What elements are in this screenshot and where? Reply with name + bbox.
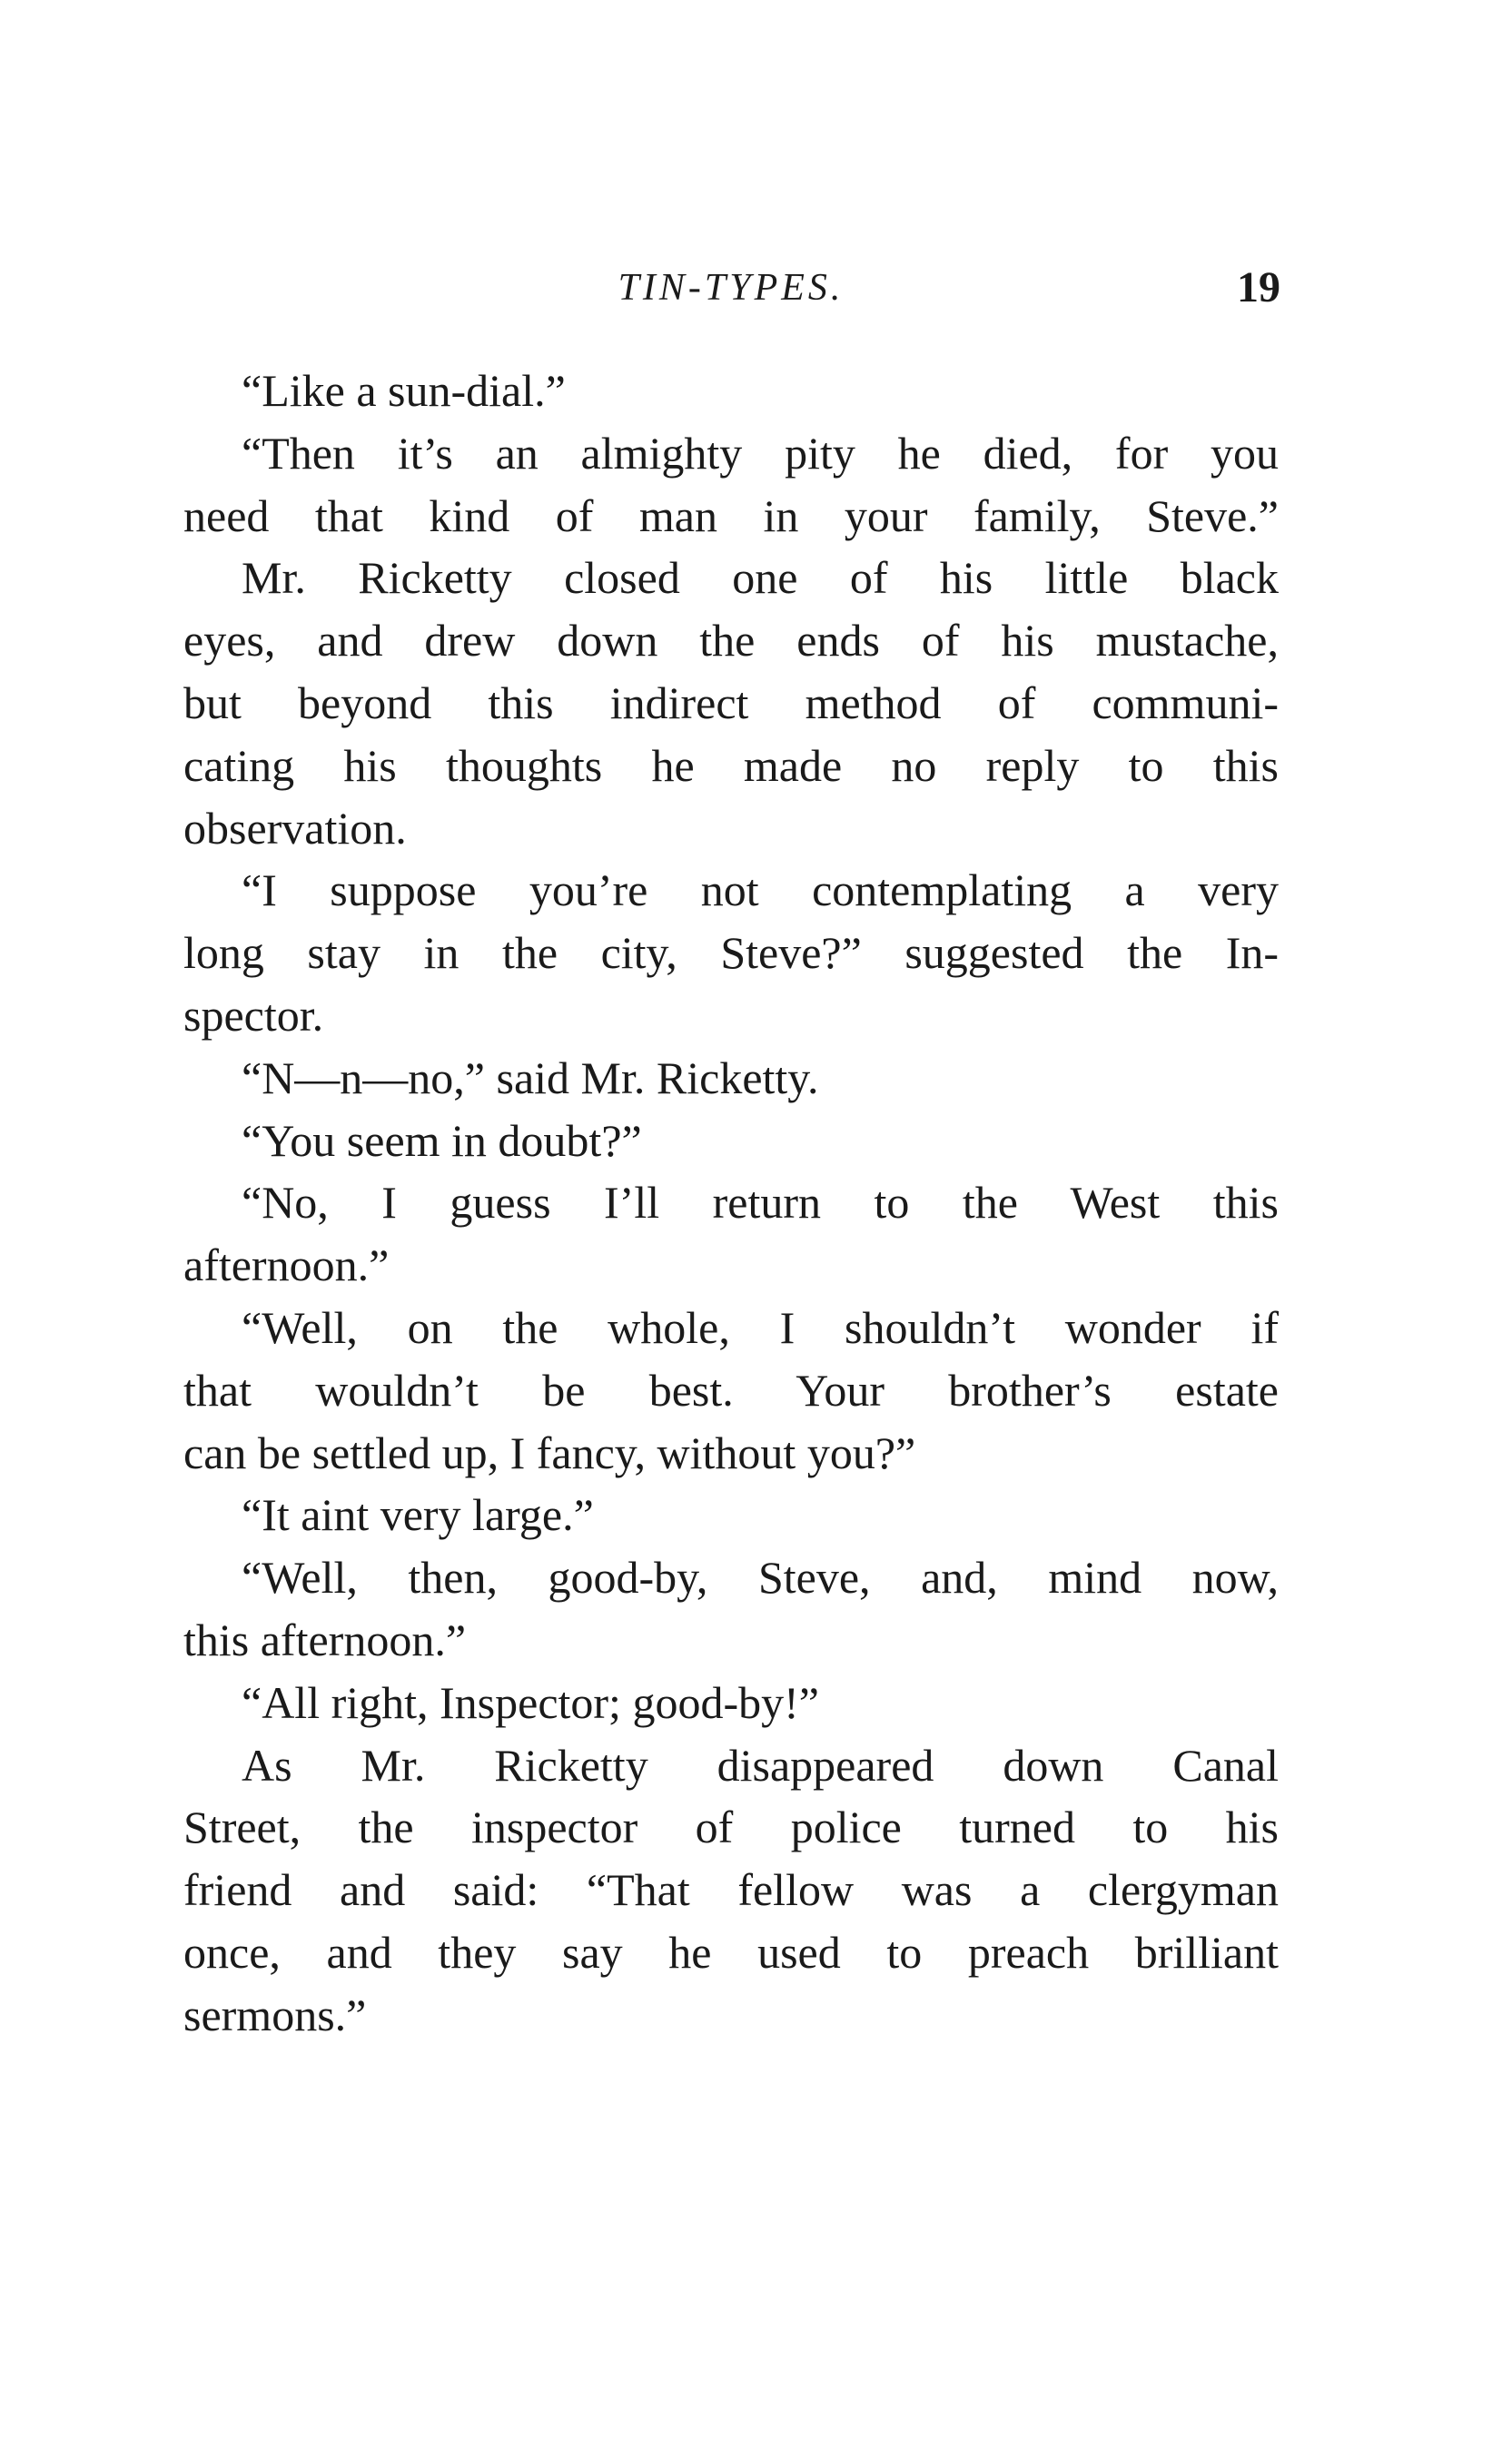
- text-line: sermons.”: [183, 1989, 367, 2040]
- text-line: “N—n—no,” said Mr. Ricketty.: [242, 1052, 819, 1103]
- text-line: “I suppose you’re not contemplating a very: [242, 864, 1279, 916]
- text-line: that wouldn’t be best. Your brother’s estate: [183, 1364, 1279, 1416]
- text-line: eyes, and drew down the ends of his mustache,: [183, 615, 1279, 667]
- page-number: 19: [1237, 263, 1280, 311]
- text-line: “Then it’s an almighty pity he died, for you: [242, 427, 1279, 479]
- text-line: long stay in the city, Steve?” suggested the In-: [183, 927, 1279, 979]
- text-line: can be settled up, I fancy, without you?”: [183, 1427, 916, 1478]
- text-line: but beyond this indirect method of communi-: [183, 676, 1279, 728]
- text-line: friend and said: “That fellow was a clergyman: [183, 1864, 1279, 1916]
- body-text: [183, 360, 1279, 2047]
- text-line: cating his thoughts he made no reply to this: [183, 739, 1279, 791]
- text-line: observation.: [183, 802, 407, 854]
- text-line: “You seem in doubt?”: [242, 1114, 642, 1166]
- text-line: “All right, Inspector; good-by!”: [242, 1676, 819, 1728]
- running-head: [182, 256, 1280, 320]
- text-line: once, and they say he used to preach brilliant: [183, 1926, 1279, 1978]
- text-line: “It aint very large.”: [242, 1489, 594, 1541]
- text-line: “Like a sun-dial.”: [242, 365, 566, 416]
- text-line: afternoon.”: [183, 1239, 390, 1291]
- text-line: Street, the inspector of police turned to his: [183, 1802, 1279, 1853]
- text-line: Mr. Ricketty closed one of his little black: [242, 552, 1279, 604]
- text-line: “No, I guess I’ll return to the West this: [242, 1177, 1279, 1229]
- running-title: TIN-TYPES.: [618, 267, 845, 309]
- text-line: As Mr. Ricketty disappeared down Canal: [242, 1739, 1279, 1791]
- text-line: spector.: [183, 989, 324, 1041]
- text-line: “Well, on the whole, I shouldn’t wonder if: [242, 1301, 1279, 1353]
- text-line: “Well, then, good-by, Steve, and, mind now,: [242, 1552, 1279, 1604]
- text-line: this afternoon.”: [183, 1614, 467, 1665]
- text-line: need that kind of man in your family, Steve.”: [183, 489, 1279, 541]
